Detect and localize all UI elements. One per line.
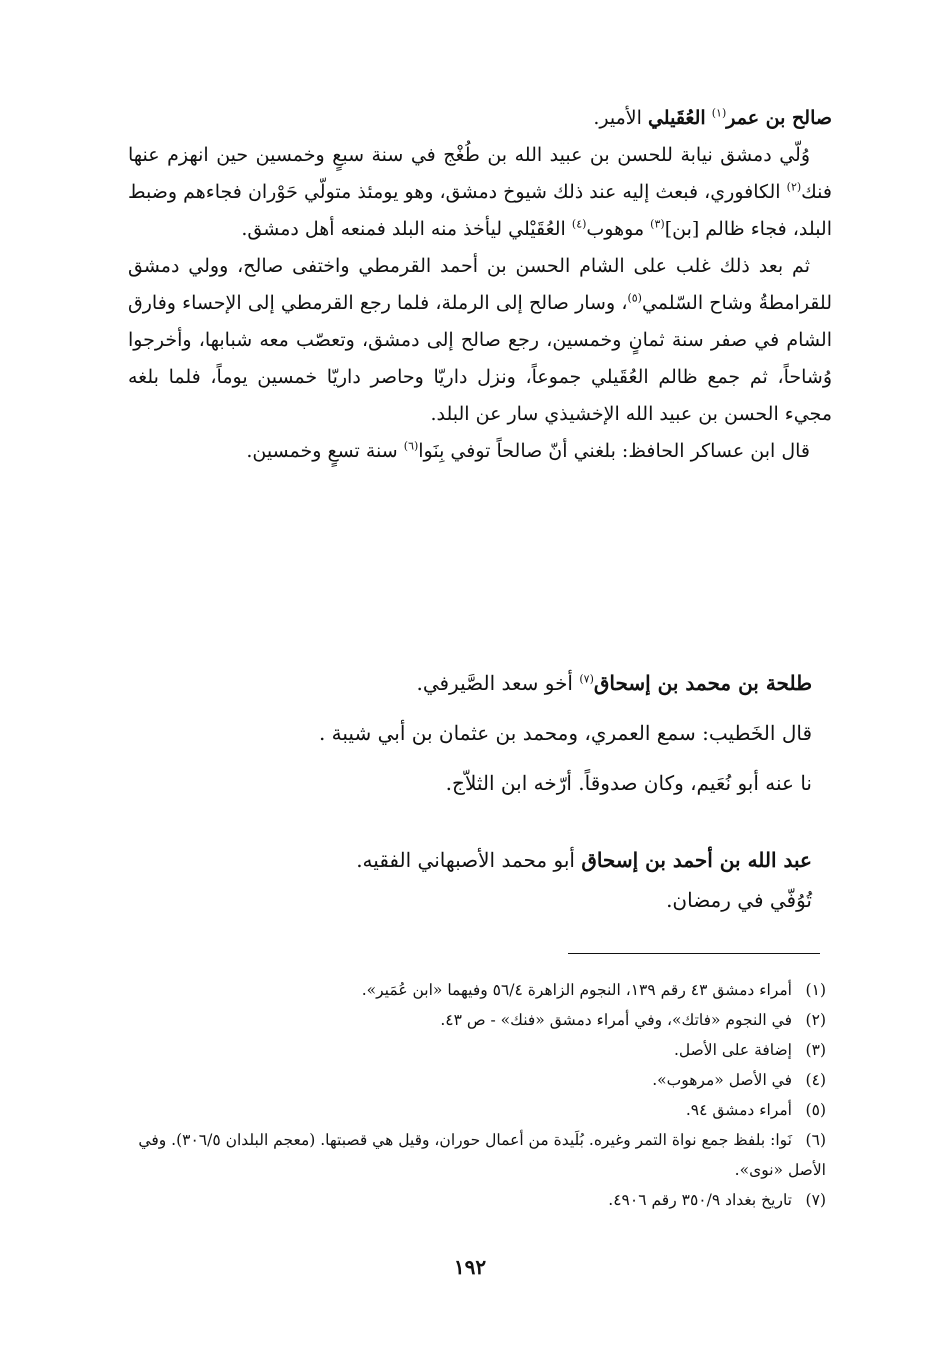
entry-title: الأمير. <box>593 107 642 129</box>
footnote-divider <box>568 953 820 954</box>
paragraph-text: الكافوري، فبعث إليه عند ذلك شيوخ دمشق، وهو يومئذ متولّي حَوْران فجاءهم وضبط البلد، فجاء ظالم [بن] <box>128 181 832 240</box>
footnote-number: (١) <box>805 981 826 999</box>
page-number: ١٩٢ <box>453 1255 487 1279</box>
footnote-ref: (٢) <box>786 180 802 194</box>
entry-title: أخو سعد الصَّيرفي. <box>416 671 573 695</box>
footnote-text: إضافة على الأصل. <box>673 1041 792 1059</box>
paragraph-text: قال ابن عساكر الحافظ: بلغني أنّ صالحاً توفي بِنَوا <box>418 440 810 462</box>
footnote-text: نَوا: بلفظ جمع نواة التمر وغيره. بُلَيدة من أعمال حوران، وقيل هي قصبتها. (معجم البلدان ٣٠٦/٥). وفي الأصل «نوى». <box>138 1131 826 1179</box>
entry-name: صالح بن عمر <box>726 107 832 129</box>
paragraph <box>128 248 832 433</box>
footnote <box>128 1125 826 1185</box>
footnote-text: أمراء دمشق ٩٤. <box>685 1101 792 1119</box>
footnote <box>128 1185 826 1215</box>
entry-name: عبد الله بن أحمد بن إسحاق <box>581 848 812 872</box>
paragraph-text: وُلّي دمشق نيابة للحسن بن عبيد الله بن طُغْج في سنة سبعٍ وخمسين حين انهزم عنها فنك <box>128 144 833 203</box>
footnote-text: في الأصل «مرهوب». <box>652 1071 792 1089</box>
entry-heading <box>128 100 832 137</box>
entry-line: قال الخَطيب: سمع العمري، ومحمد بن عثمان بن أبي شيبة . <box>318 721 812 745</box>
paragraph-text: سنة تسعٍ وخمسين. <box>246 440 398 462</box>
footnote <box>128 1035 826 1065</box>
entry-title: أبو محمد الأصبهاني الفقيه. <box>356 848 575 872</box>
entry-salih <box>128 100 832 470</box>
paragraph-text: موهوب <box>586 218 645 240</box>
footnote-number: (٥) <box>805 1101 826 1119</box>
footnote-number: (٦) <box>805 1131 826 1149</box>
entry-talha <box>212 663 812 803</box>
footnote <box>128 1095 826 1125</box>
footnote-ref: (٦) <box>403 439 419 453</box>
footnote-number: (٢) <box>805 1011 826 1029</box>
paragraph-text: ، وسار صالح إلى الرملة، فلما رجع القرمطي إلى الإحساء وفارق الشام في صفر سنة ثمانٍ وخمسين، رجع صالح إلى دمشق، وتعصّب معه شبابها، وأخرجوا وُشاحاً، ثم جمع ظالم العُقَيلي جموعاً، ونزل داريّا وحاصر داريّا خمسين يوماً، فلما بلغه مجيء الحسن بن عبيد الله الإخشيذي سار عن البلد. <box>128 292 832 425</box>
footnote-number: (٧) <box>805 1191 826 1209</box>
entry-name: طلحة بن محمد بن إسحاق <box>593 671 812 695</box>
footnote-ref: (١) <box>711 106 727 120</box>
paragraph <box>128 137 832 248</box>
footnote-ref: (٧) <box>579 672 594 686</box>
footnote-text: أمراء دمشق ٤٣ رقم ١٣٩، النجوم الزاهرة ٥٦/٤ وفيهما «ابن عُمَير». <box>361 981 792 999</box>
entry-nisba: العُقَيلي <box>647 107 706 129</box>
footnote-text: في النجوم «فاتك»، وفي أمراء دمشق «فنك» - ص ٤٣. <box>440 1011 792 1029</box>
paragraph-text: ثم بعد ذلك غلب على الشام الحسن بن أحمد القرمطي واختفى صالح، وولي دمشق للقرامطةُ وشاح السّلمي <box>128 255 832 314</box>
footnote-ref: (٣) <box>650 217 665 231</box>
entry-abdullah <box>212 840 812 920</box>
footnote <box>128 1005 826 1035</box>
footnote-ref: (٥) <box>627 291 642 305</box>
paragraph <box>128 433 832 470</box>
entry-line: تُوُفّي في رمضان. <box>666 888 812 912</box>
footnote-number: (٤) <box>805 1071 826 1089</box>
entry-heading <box>212 663 812 703</box>
footnotes <box>128 975 826 1215</box>
entry-line: نا عنه أبو نُعَيم، وكان صدوقاً. أرّخه ابن الثلاّج. <box>445 771 812 795</box>
footnote <box>128 1065 826 1095</box>
footnote-ref: (٤) <box>571 217 587 231</box>
footnote-number: (٣) <box>805 1041 826 1059</box>
footnote <box>128 975 826 1005</box>
entry-heading <box>212 840 812 880</box>
footnote-text: تاريخ بغداد ٣٥٠/٩ رقم ٤٩٠٦. <box>608 1191 792 1209</box>
paragraph-text: العُقَيْلي ليأخذ منه البلد فمنعه أهل دمشق. <box>241 218 566 240</box>
